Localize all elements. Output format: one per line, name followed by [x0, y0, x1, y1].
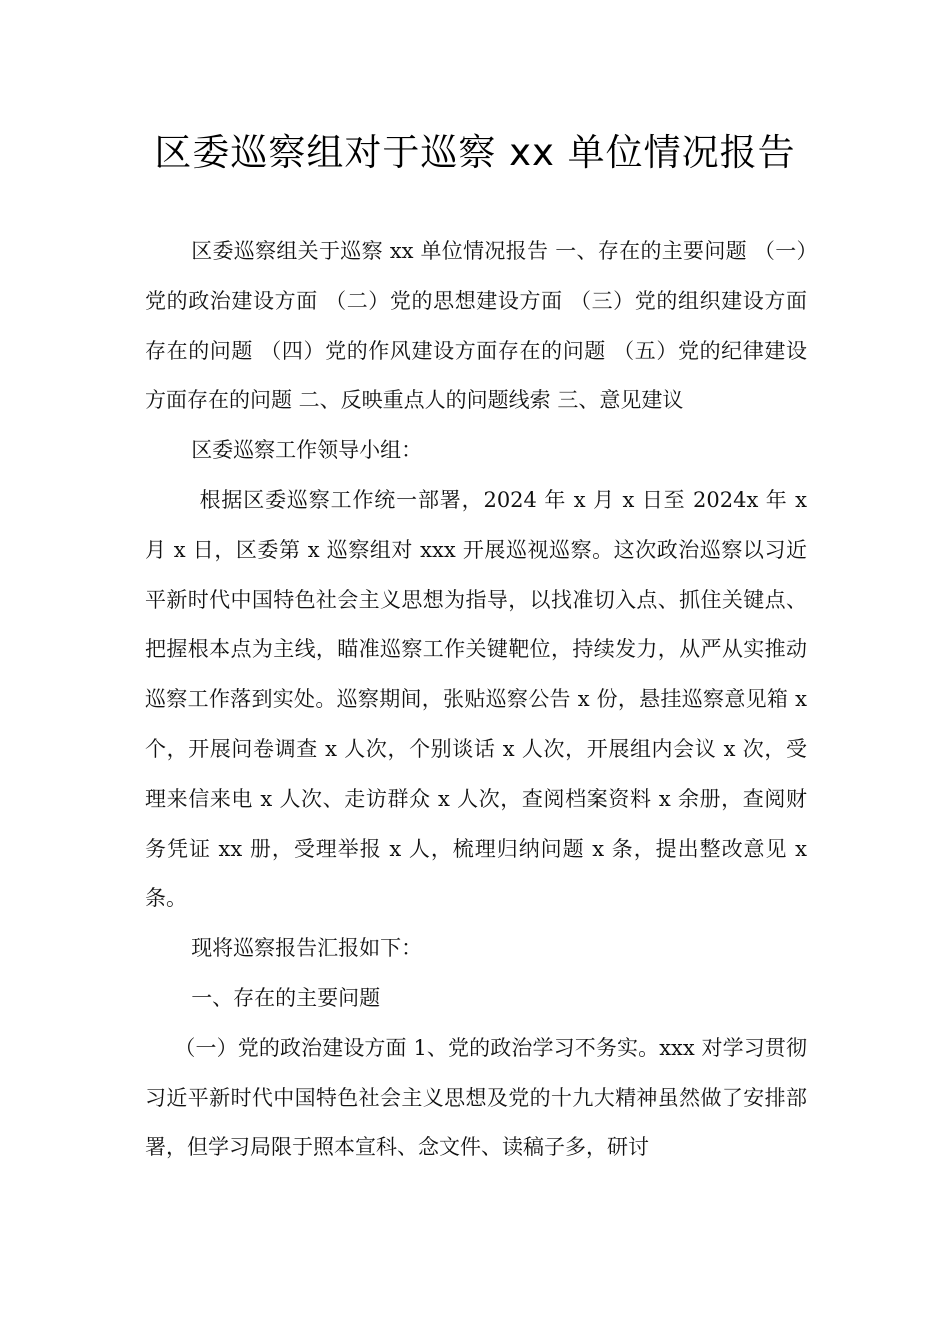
section-heading-problems: 一、存在的主要问题 — [191, 985, 381, 1010]
document-body — [145, 227, 807, 1173]
report-intro-paragraph: 现将巡察报告汇报如下： — [191, 936, 423, 961]
document-title: 区委巡察组对于巡察 xx 单位情况报告 — [154, 131, 796, 174]
summary-paragraph: 区委巡察组关于巡察 xx 单位情况报告 一、存在的主要问题 （一）党的政治建设方面 （二）党的思想建设方面 （三）党的组织建设方面存在的问题 （四）党的作风建设方面存在的问题 （五）党的纪律建设方面存在的问题 二、反映重点人的问题线索 三、意见建议 — [145, 239, 807, 413]
political-construction-paragraph: （一）党的政治建设方面 1、党的政治学习不务实。xxx 对学习贯彻习近平新时代中国特色社会主义思想及党的十九大精神虽然做了安排部署，但学习局限于照本宣科、念文件、读稿子多，研讨 — [145, 1035, 807, 1160]
salutation-paragraph: 区委巡察工作领导小组： — [191, 438, 423, 463]
background-paragraph: 根据区委巡察工作统一部署，2024 年 x 月 x 日至 2024x 年 x 月 x 日，区委第 x 巡察组对 xxx 开展巡视巡察。这次政治巡察以习近平新时代中国特色社会主义思想为指导，以找准切入点、抓住关键点、把握根本点为主线，瞄准巡察工作关键靶位，持续发力，从严从实推动巡察工作落到实处。巡察期间，张贴巡察公告 x 份，悬挂巡察意见箱 x 个，开展问卷调查 x 人次，个别谈话 x 人次，开展组内会议 x 次，受理来信来电 x 人次、走访群众 x 人次，查阅档案资料 x 余册，查阅财务凭证 xx 册，受理举报 x 人，梳理归纳问题 x 条，提出整改意见 x 条。 — [145, 487, 807, 911]
